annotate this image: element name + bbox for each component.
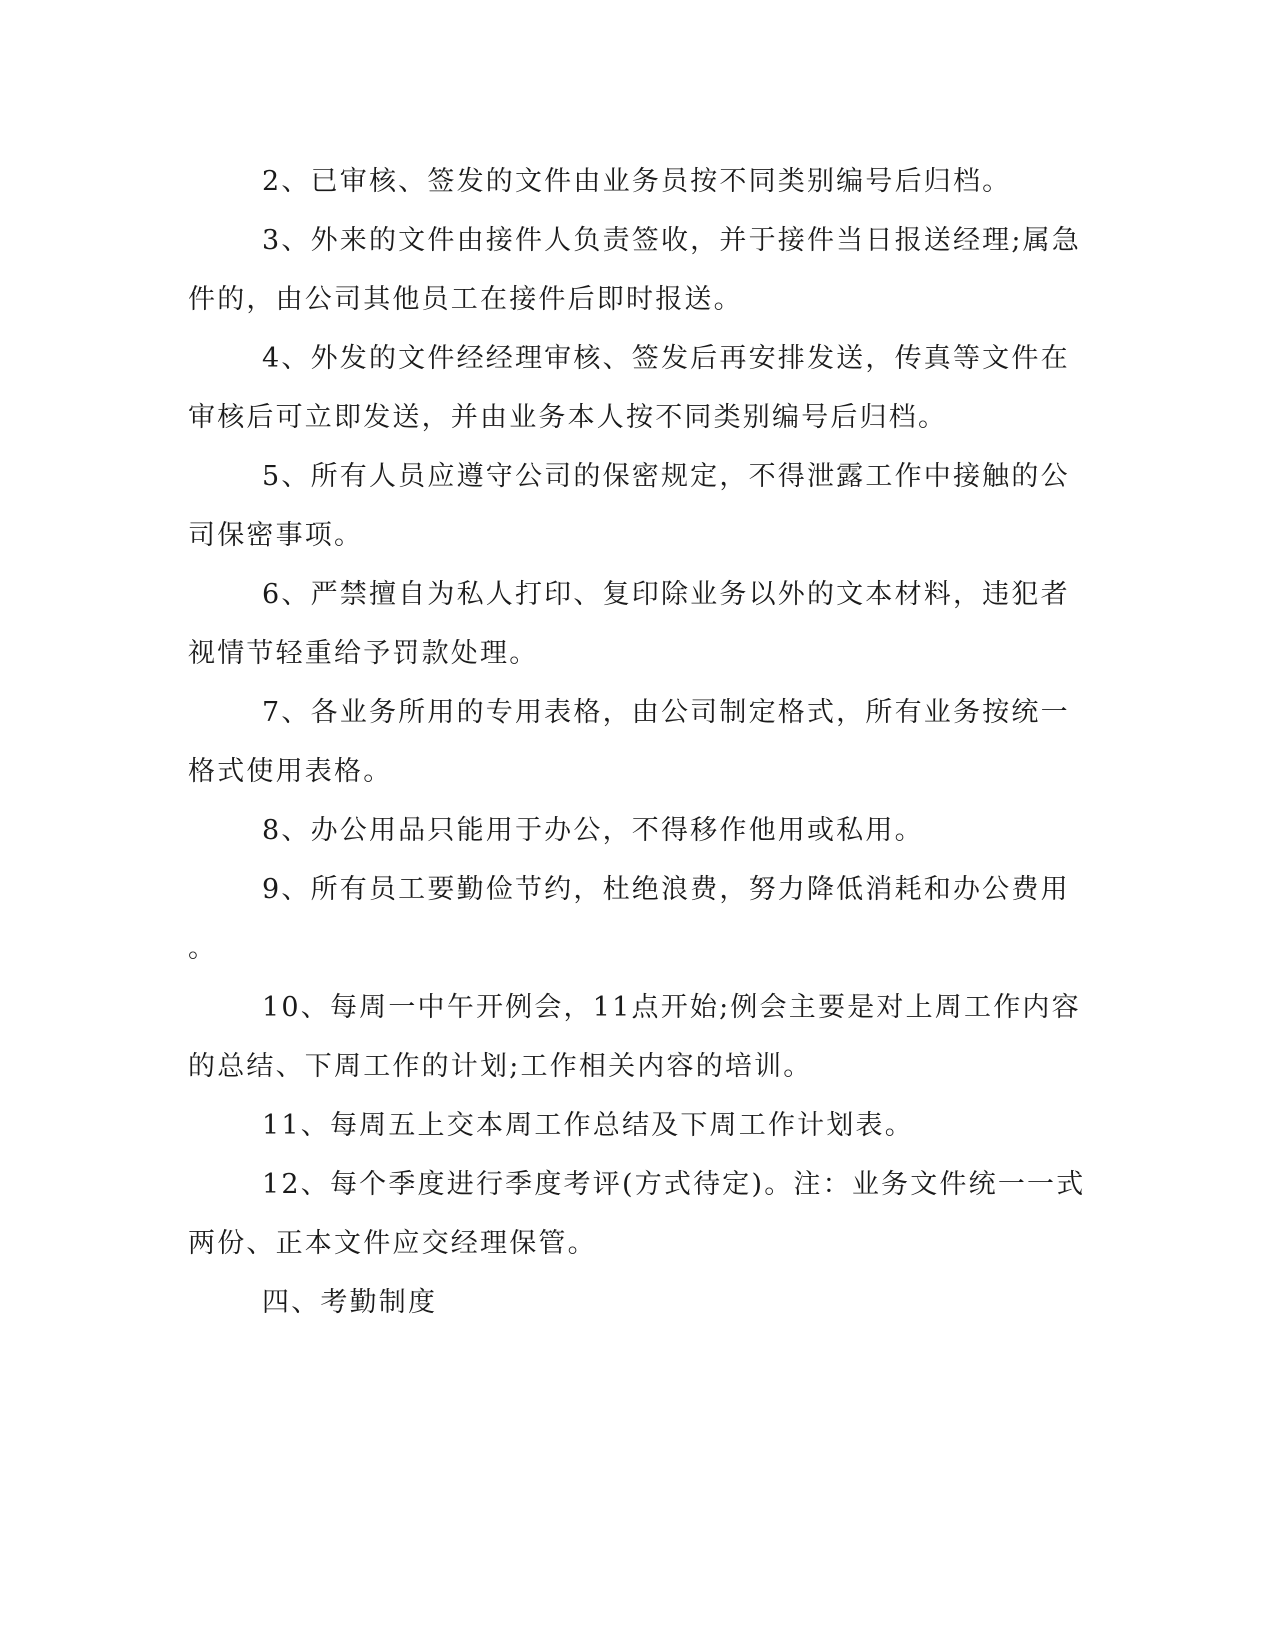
paragraph-7-line-2: 格式使用表格。 <box>188 756 393 787</box>
paragraph-7-line-1: 7、各业务所用的专用表格，由公司制定格式，所有业务按统一 <box>262 697 1070 728</box>
paragraph-8-line-1: 8、办公用品只能用于办公，不得移作他用或私用。 <box>262 815 924 846</box>
paragraph-12-line-1: 12、每个季度进行季度考评(方式待定)。注：业务文件统一一式 <box>262 1169 1086 1200</box>
paragraph-6-line-1: 6、严禁擅自为私人打印、复印除业务以外的文本材料，违犯者 <box>262 579 1070 610</box>
paragraph-3-line-2: 件的，由公司其他员工在接件后即时报送。 <box>188 284 743 315</box>
paragraph-12-line-2: 两份、正本文件应交经理保管。 <box>188 1228 597 1259</box>
paragraph-10-line-2: 的总结、下周工作的计划;工作相关内容的培训。 <box>188 1051 813 1082</box>
paragraph-10-line-1: 10、每周一中午开例会，11点开始;例会主要是对上周工作内容 <box>262 992 1081 1023</box>
paragraph-9-line-1: 9、所有员工要勤俭节约，杜绝浪费，努力降低消耗和办公费用 <box>262 874 1070 905</box>
paragraph-9-line-2: 。 <box>188 933 218 964</box>
paragraph-3-line-1: 3、外来的文件由接件人负责签收，并于接件当日报送经理;属急 <box>262 225 1082 256</box>
paragraph-4-line-1: 4、外发的文件经经理审核、签发后再安排发送，传真等文件在 <box>262 343 1070 374</box>
paragraph-4-line-2: 审核后可立即发送，并由业务本人按不同类别编号后归档。 <box>188 402 948 433</box>
paragraph-2-line-1: 2、已审核、签发的文件由业务员按不同类别编号后归档。 <box>262 166 1012 197</box>
paragraph-5-line-2: 司保密事项。 <box>188 520 364 551</box>
paragraph-6-line-2: 视情节轻重给予罚款处理。 <box>188 638 539 669</box>
paragraph-5-line-1: 5、所有人员应遵守公司的保密规定，不得泄露工作中接触的公 <box>262 461 1070 492</box>
paragraph-11-line-1: 11、每周五上交本周工作总结及下周工作计划表。 <box>262 1110 914 1141</box>
section-heading-attendance: 四、考勤制度 <box>262 1287 438 1318</box>
